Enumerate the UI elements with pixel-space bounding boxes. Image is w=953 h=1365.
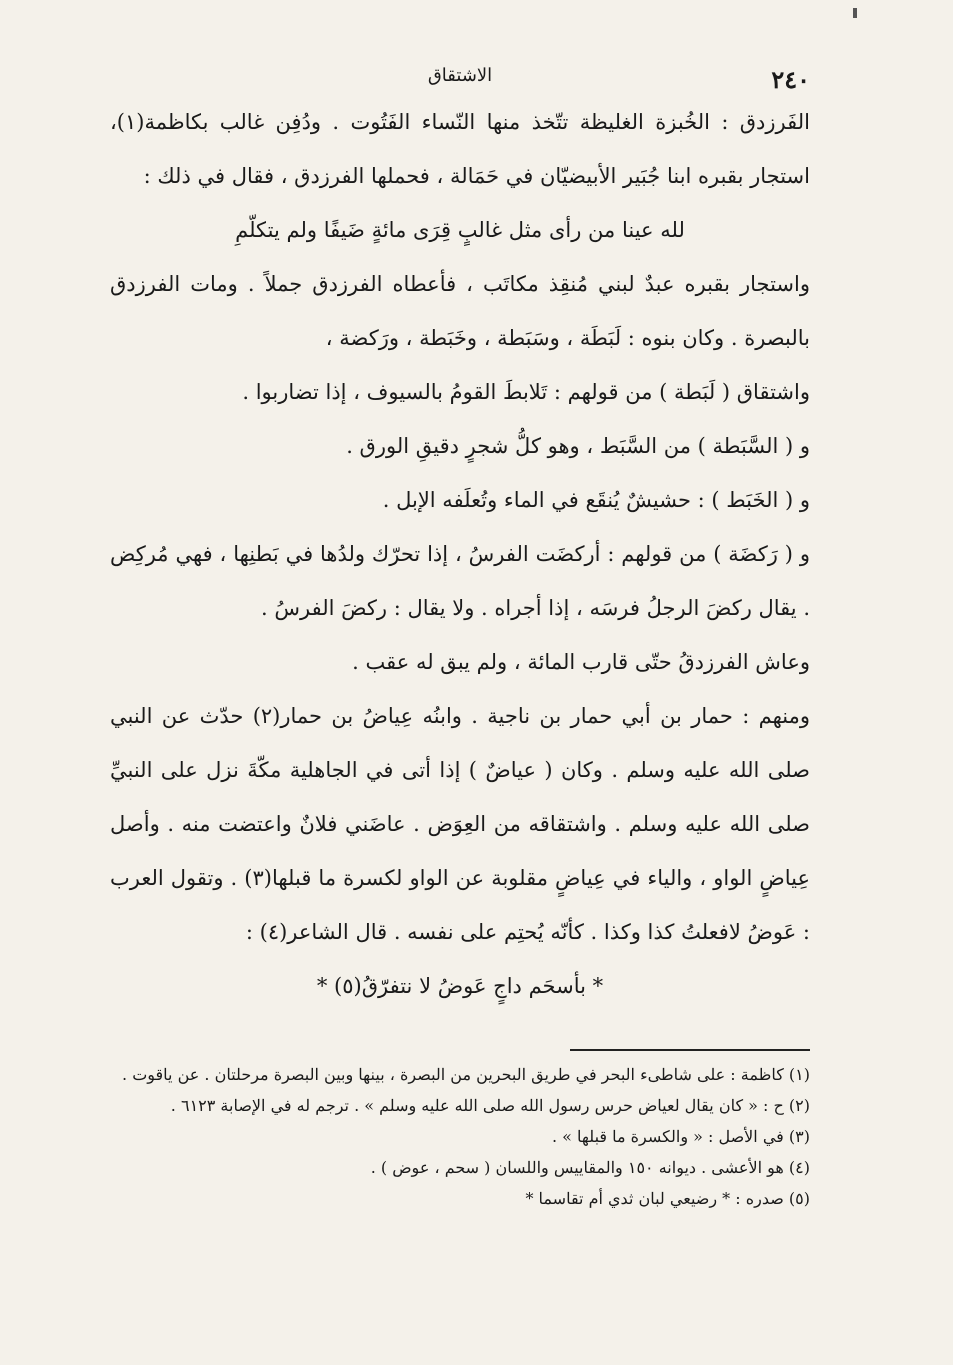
paragraph-7: وعاش الفرزدقُ حتّى قارب المائة ، ولم يبق له عقب .: [352, 650, 810, 674]
verse-1: لله عينا من رأى مثل غالبٍ قِرَى مائةٍ ضَيفًا ولم يتكلّمِ: [235, 218, 685, 242]
main-text: [110, 95, 810, 1013]
paragraph-6: و ( رَكضَة ) من قولهم : أركضَت الفرسُ ، إذا تحرّك ولدُها في بَطنِها ، فهي مُركِض . يقال ركضَ الرجلُ فرسَه ، إذا أجراه . ولا يقال : ركضَ الفرسُ .: [110, 542, 810, 620]
page-number: ٢٤٠: [771, 65, 810, 94]
book-page: [110, 55, 810, 1325]
paragraph-2: واستجار بقبره عبدٌ لبني مُنقِذ مكاتَب ، فأعطاه الفرزدق جملاً . ومات الفرزدق بالبصرة . وكان بنوه : لَبَطَة ، وسَبَطة ، وخَبَطة ، ورَكضة ،: [110, 272, 810, 350]
footnote-1: (١) كاظمة : على شاطىء البحر في طريق البحرين من البصرة ، بينها وبين البصرة مرحلتان . عن ياقوت .: [122, 1065, 810, 1084]
footnote-divider: [570, 1049, 810, 1051]
footnotes: [110, 1059, 810, 1214]
footnote-4: (٤) هو الأعشى . ديوانه ١٥٠ والمقاييس واللسان ( سحم ، عوض ) .: [370, 1158, 810, 1177]
footnote-2: (٢) ح : « كان يقال لعياض حرس رسول الله صلى الله عليه وسلم » . ترجم له في الإصابة ٦١٢٣ .: [170, 1096, 810, 1115]
paragraph-1: الفَرزدق : الخُبزة الغليظة تتّخذ منها النّساء الفَتُوت . ودُفِن غالب بكاظمة(١)، استجار بقبره ابنا جُبَير الأبيضيّان في حَمَالة ، فحملها الفرزدق ، فقال في ذلك :: [110, 110, 810, 188]
running-title: الاشتقاق: [427, 65, 493, 86]
footnote-3: (٣) في الأصل : « والكسرة ما قبلها » .: [551, 1127, 810, 1146]
paragraph-5: و ( الخَبَط ) : حشيشٌ يُنقَع في الماء وتُعلَفه الإبل .: [382, 488, 810, 512]
paragraph-4: و ( السَّبَطة ) من السَّبَط ، وهو كلُّ شجرٍ دقيقِ الورق .: [346, 434, 810, 458]
paragraph-3: واشتقاق ( لَبَطة ) من قولهم : تَلابطَ القومُ بالسيوف ، إذا تضاربوا .: [242, 380, 810, 404]
page-header: [110, 55, 810, 95]
footnote-5: (٥) صدره : * رضيعي لبان ثدي أم تقاسما *: [525, 1189, 810, 1208]
scan-mark: [853, 8, 857, 18]
verse-2: * بأسحَم داجٍ عَوضُ لا نتفرّقُ(٥) *: [316, 974, 604, 998]
paragraph-8: ومنهم : حمار بن أبي حمار بن ناجية . وابنُه عِياضُ بن حمار(٢) حدّث عن النبي صلى الله عليه وسلم . وكان ( عياضٌ ) إذا أتى في الجاهلية مكّةَ نزل على النبيِّ صلى الله عليه وسلم . واشتقاقه من العِوَض . عاضَني فلانٌ واعتضت منه . وأصل عِياضٍ الواو ، والياء في عِياضٍ مقلوبة عن الواو لكسرة ما قبلها(٣) . وتقول العرب : عَوضُ لافعلتُ كذا وكذا . كأنّه يُحتِم على نفسه . قال الشاعر(٤) :: [110, 704, 811, 944]
